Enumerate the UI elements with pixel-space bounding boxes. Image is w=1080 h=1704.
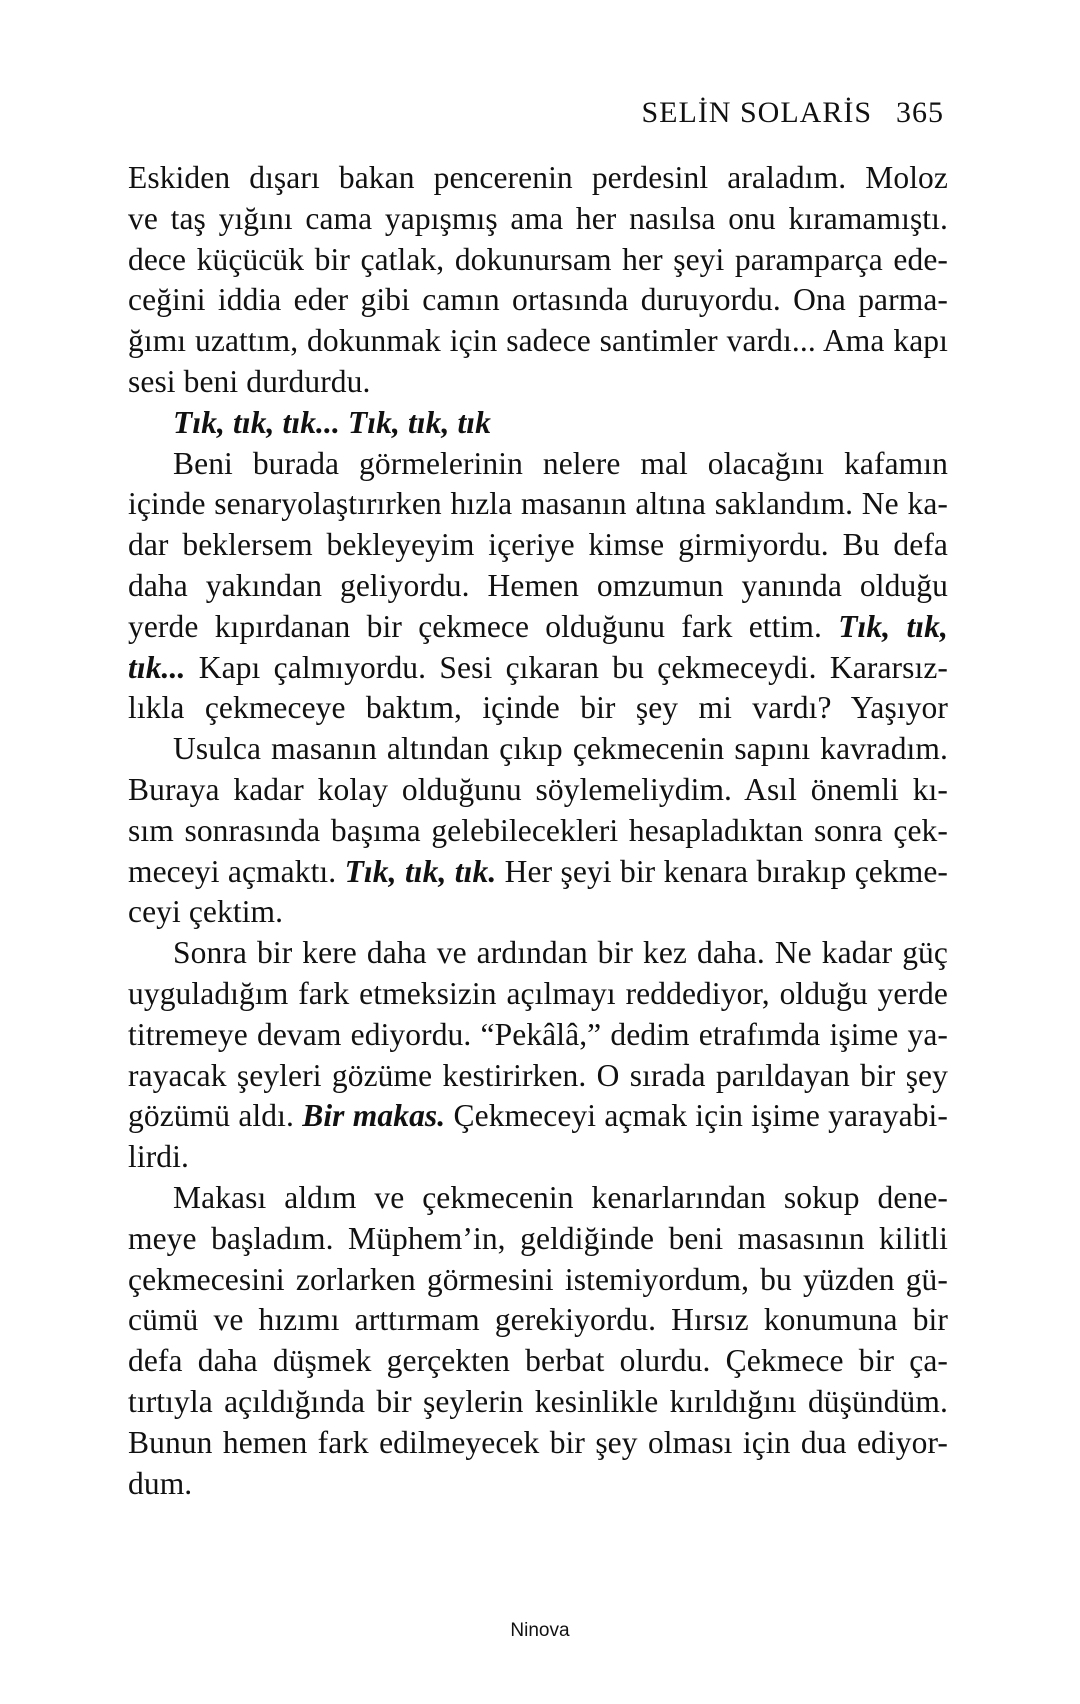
- text-line: Makası aldım ve çekmecenin kenarlarından sokup dene-: [173, 1179, 948, 1215]
- text-line: uyguladığım fark etmeksizin açılmayı reddediyor, olduğu yerde: [128, 975, 948, 1011]
- text-line: Bunun hemen fark edilmeyecek bir şey olması için dua ediyor-: [128, 1424, 948, 1460]
- text-line: Eskiden dışarı bakan pencerenin perdesinl araladım. Moloz: [128, 160, 948, 195]
- text-line: çekmecesini zorlarken görmesini istemiyordum, bu yüzden gü-: [128, 1261, 948, 1297]
- text-line: meye başladım. Müphem’in, geldiğinde beni masasının kilitli: [128, 1220, 948, 1256]
- publisher-footer: Ninova: [510, 1620, 570, 1641]
- text-line: ve taş yığını cama yapışmış ama her nasılsa onu kıramamıştı.: [128, 200, 948, 236]
- text-line: tırtıyla açıldığında bir şeylerin kesinlikle kırıldığını düşündüm.: [128, 1383, 948, 1419]
- text-line: cümü ve hızımı arttırmam gerekiyordu. Hırsız konumuna bir: [128, 1302, 948, 1338]
- text-line: lirdi.: [128, 1139, 189, 1175]
- text-line: Buraya kadar kolay olduğunu söylemeliydim. Asıl önemli kı-: [128, 771, 948, 807]
- text-line: sım sonrasında başıma gelebilecekleri hesapladıktan sonra çek-: [128, 812, 948, 848]
- text-line: yerde kıpırdanan bir çekmece olduğunu fark ettim. Tık, tık,: [128, 608, 948, 644]
- text-line: rayacak şeyleri gözüme kestirirken. O sırada parıldayan bir şey: [128, 1057, 948, 1093]
- text-line: titremeye devam ediyordu. “Pekâlâ,” dedim etrafımda işime ya-: [128, 1016, 948, 1052]
- text-line: ceğini iddia eder gibi camın ortasında duruyordu. Ona parma-: [128, 282, 948, 318]
- text-line: Tık, tık, tık... Tık, tık, tık: [173, 404, 491, 440]
- text-line: dece küçücük bir çatlak, dokunursam her şeyi paramparça ede-: [128, 241, 948, 277]
- text-line: Sonra bir kere daha ve ardından bir kez daha. Ne kadar güç: [173, 935, 948, 971]
- text-line: ğımı uzattım, dokunmak için sadece santimler vardı... Ama kapı: [128, 323, 948, 359]
- text-line: ceyi çektim.: [128, 894, 284, 930]
- text-line: defa daha düşmek gerçekten berbat olurdu. Çekmece bir ça-: [128, 1343, 948, 1379]
- text-line: Beni burada görmelerinin nelere mal olacağını kafamın: [173, 445, 948, 481]
- text-line: sesi beni durdurdu.: [128, 363, 371, 399]
- text-line: gözümü aldı. Bir makas. Çekmeceyi açmak için işime yarayabi-: [128, 1098, 948, 1134]
- text-line: tık... Kapı çalmıyordu. Sesi çıkaran bu çekmeceydi. Kararsız-: [128, 649, 948, 685]
- page-number: 365: [896, 96, 944, 129]
- running-header: [641, 96, 944, 130]
- text-line: içinde senaryolaştırırken hızla masanın altına saklandım. Ne ka-: [128, 486, 948, 522]
- text-line: Usulca masanın altından çıkıp çekmecenin sapını kavradım.: [173, 731, 948, 767]
- text-line: daha yakından geliyordu. Hemen omzumun yanında olduğu: [128, 567, 948, 603]
- body-text: [128, 158, 948, 1504]
- running-title: SELİN SOLARİS: [641, 96, 872, 129]
- text-line: dum.: [128, 1465, 193, 1501]
- text-line: meceyi açmaktı. Tık, tık, tık. Her şeyi bir kenara bırakıp çekme-: [128, 853, 948, 889]
- text-line: dar beklersem bekleyeyim içeriye kimse girmiyordu. Bu defa: [128, 527, 948, 563]
- text-line: lıkla çekmeceye baktım, içinde bir şey mi vardı? Yaşıyor: [128, 690, 948, 726]
